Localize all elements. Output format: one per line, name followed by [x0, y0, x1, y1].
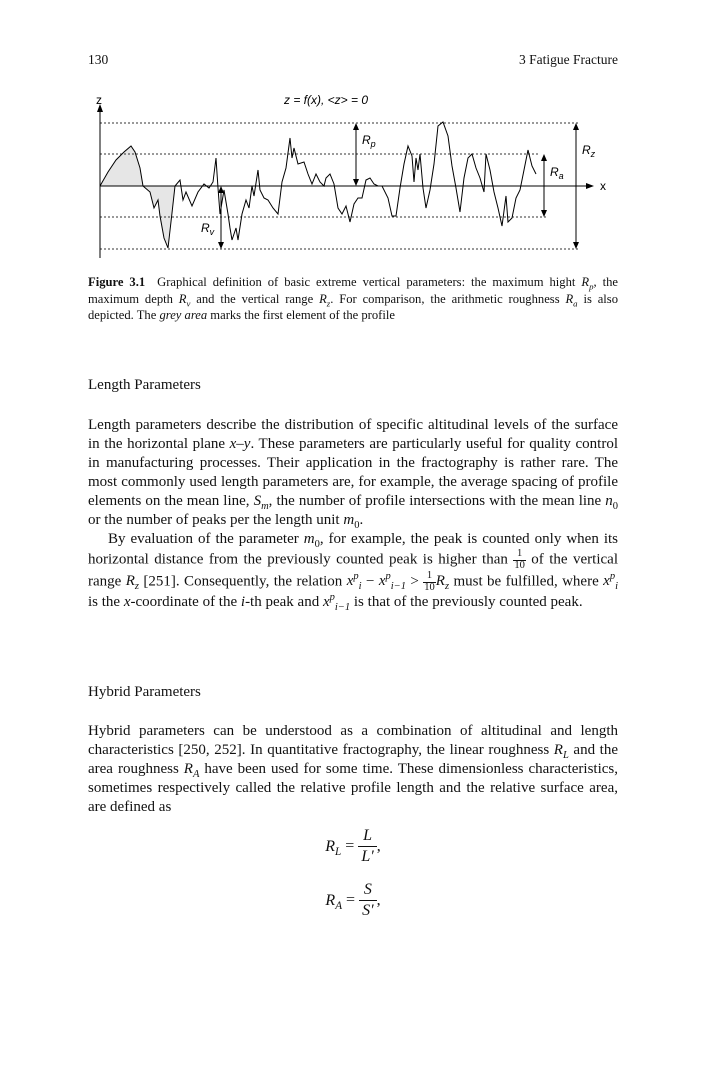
paragraph-text: By evaluation of the parameter — [108, 531, 304, 547]
caption-text: Graphical definition of basic extreme vertical parameters: the maximum hight — [157, 275, 582, 289]
equation-rl-fraction — [358, 826, 376, 867]
caption-text: , the maximum depth — [88, 275, 618, 306]
paragraph-hybrid: Hybrid parameters can be understood as a combination of altitudinal and length characteristics [250, 252]. In quantitative fractography, the linear roughness $R_L$ and the area roughness $R_A$ have been used for some time. These dimensionless characteristics, sometimes respectively called the relative profile length and the relative surface area, are defined as — [88, 723, 619, 815]
caption-text: is also depicted. The — [88, 291, 618, 322]
paragraph-text: and the area roughness — [88, 742, 619, 777]
x-axis-label: x — [600, 179, 606, 193]
caption-text: marks the first element of the profile — [207, 308, 395, 322]
paragraph-text: have been used for some time. These dimensionless characteristics, sometimes respectively called the relative profile length and the relative surface area, are defined as — [88, 761, 619, 815]
paragraph-text: -coordinate of the — [130, 594, 241, 610]
equation-ra: $R_A$ = $\frac{S}{S'}$ , — [325, 881, 381, 919]
ra-label: $R_a$ — [550, 165, 564, 181]
caption-text: and the vertical range — [190, 291, 320, 306]
running-title: 3 Fatigue Fracture — [519, 52, 618, 67]
figure-label: Figure 3.1 — [88, 275, 146, 289]
profile-formula: z = f(x), <z> = 0 — [284, 93, 369, 107]
z-axis-label: z — [96, 93, 102, 107]
equation-ra-fraction — [359, 880, 377, 921]
paragraph-text: of the vertical range — [88, 551, 619, 590]
rz-label: $R_z$ — [582, 143, 596, 159]
paragraph-text: or the number of peaks per the length unit — [88, 512, 344, 528]
ra-arrow-head-bottom — [541, 210, 547, 217]
section-title-hybrid: Hybrid Parameters — [88, 684, 201, 700]
equation-lhs-sub: A — [335, 899, 343, 912]
paragraph-text: is the — [88, 594, 124, 610]
rz-arrow-head-top — [573, 123, 579, 130]
rv-arrow-head-bottom — [218, 242, 224, 249]
paragraph-text: , the number of profile intersections with the mean line — [268, 493, 606, 509]
paragraph-text: is that of the previously counted peak. — [350, 594, 583, 610]
rv-arrow-head-top — [218, 186, 224, 193]
rp-arrow-head-top — [353, 123, 359, 130]
rz-arrow-head-bottom — [573, 242, 579, 249]
paragraph-text: [251]. Consequently, the relation — [139, 573, 347, 590]
equation-lhs-sub: L — [335, 845, 342, 858]
equation-denominator: S′ — [362, 902, 374, 919]
ra-arrow-head-top — [541, 154, 547, 161]
equation-numerator: S — [359, 880, 377, 901]
roughness-profile-diagram — [88, 88, 618, 263]
rp-arrow-head-bottom — [353, 179, 359, 186]
paragraph-text: , for example, the peak is counted only when its horizontal distance from the previously counted peak is higher than — [88, 531, 618, 568]
section-title-length: Length Parameters — [88, 377, 201, 393]
equation-rl: $R_L$ = $\frac{L}{L'}$ , — [325, 827, 381, 865]
paragraph-text: . These parameters are particularly useful for quality control in manufacturing processes. Their application in the fractography is rather rare. The most commonly used length parameters are, for example, the average spacing of profile elements on the mean line, — [88, 436, 618, 509]
equation-lhs: R — [325, 891, 336, 909]
equation-lhs: R — [325, 837, 336, 855]
paragraph-text: Hybrid parameters can be understood as a combination of altitudinal and length characteristics [250, 252]. In quantitative fractography, the linear roughness — [88, 723, 618, 758]
page-number: 130 — [88, 52, 109, 67]
paragraph-text: Length parameters describe the distribution of specific altitudinal levels of the surface in the horizontal plane — [88, 417, 618, 452]
paragraph-text: -th peak and — [245, 594, 323, 610]
paragraph-length-1: Length parameters describe the distribution of specific altitudinal levels of the surface in the horizontal plane x–y. These parameters are particularly useful for quality control in manufacturing processes. Their application in the fractography is rather rare. The most commonly used length parameters are, for example, the average spacing of profile elements on the mean line, $S_m$, the number of profile intersections with the mean line $n_0$ or the number of peaks per the length unit $m_0$. By evaluation of the parameter $m_0$, for example, the peak is counted only when its horizontal distance from the previously counted peak is higher than $\frac{1}{10}$ of the vertical range $R_z$ [251]. Consequently, the relation $x^p_i - x^p_{i-1}$ > $\frac{1}{10}$ $R_z$ must be fulfilled, where $x^p_i$ is the x-coordinate of the i-th peak and $x^p_{i-1}$ is that of the previously counted peak. — [88, 417, 619, 613]
x-axis-arrow — [586, 183, 594, 189]
equation-numerator: L — [358, 826, 376, 847]
equation-denominator: L′ — [361, 848, 374, 865]
caption-text: . For comparison, the arithmetic roughness — [330, 291, 566, 306]
page-header — [88, 52, 618, 72]
rv-label: $R_v$ — [201, 221, 215, 237]
figure-caption: Figure 3.1 Graphical definition of basic extreme vertical parameters: the maximum hight $R_p$, the maximum depth $R_v$ and the vertical range $R_z$. For comparison, the arithmetic roughness $R_a$ is also depicted. The grey area marks the first element of the profile — [88, 275, 618, 322]
paragraph-text: . — [359, 512, 364, 528]
rp-label: $R_p$ — [362, 133, 376, 149]
figure-3-1 — [88, 88, 618, 263]
caption-emphasis: grey area — [159, 308, 208, 322]
grey-first-element — [100, 146, 143, 186]
paragraph-text: must be fulfilled, where — [449, 573, 604, 590]
grey-first-element-lower — [143, 186, 175, 248]
math-xy: x–y — [229, 436, 251, 452]
